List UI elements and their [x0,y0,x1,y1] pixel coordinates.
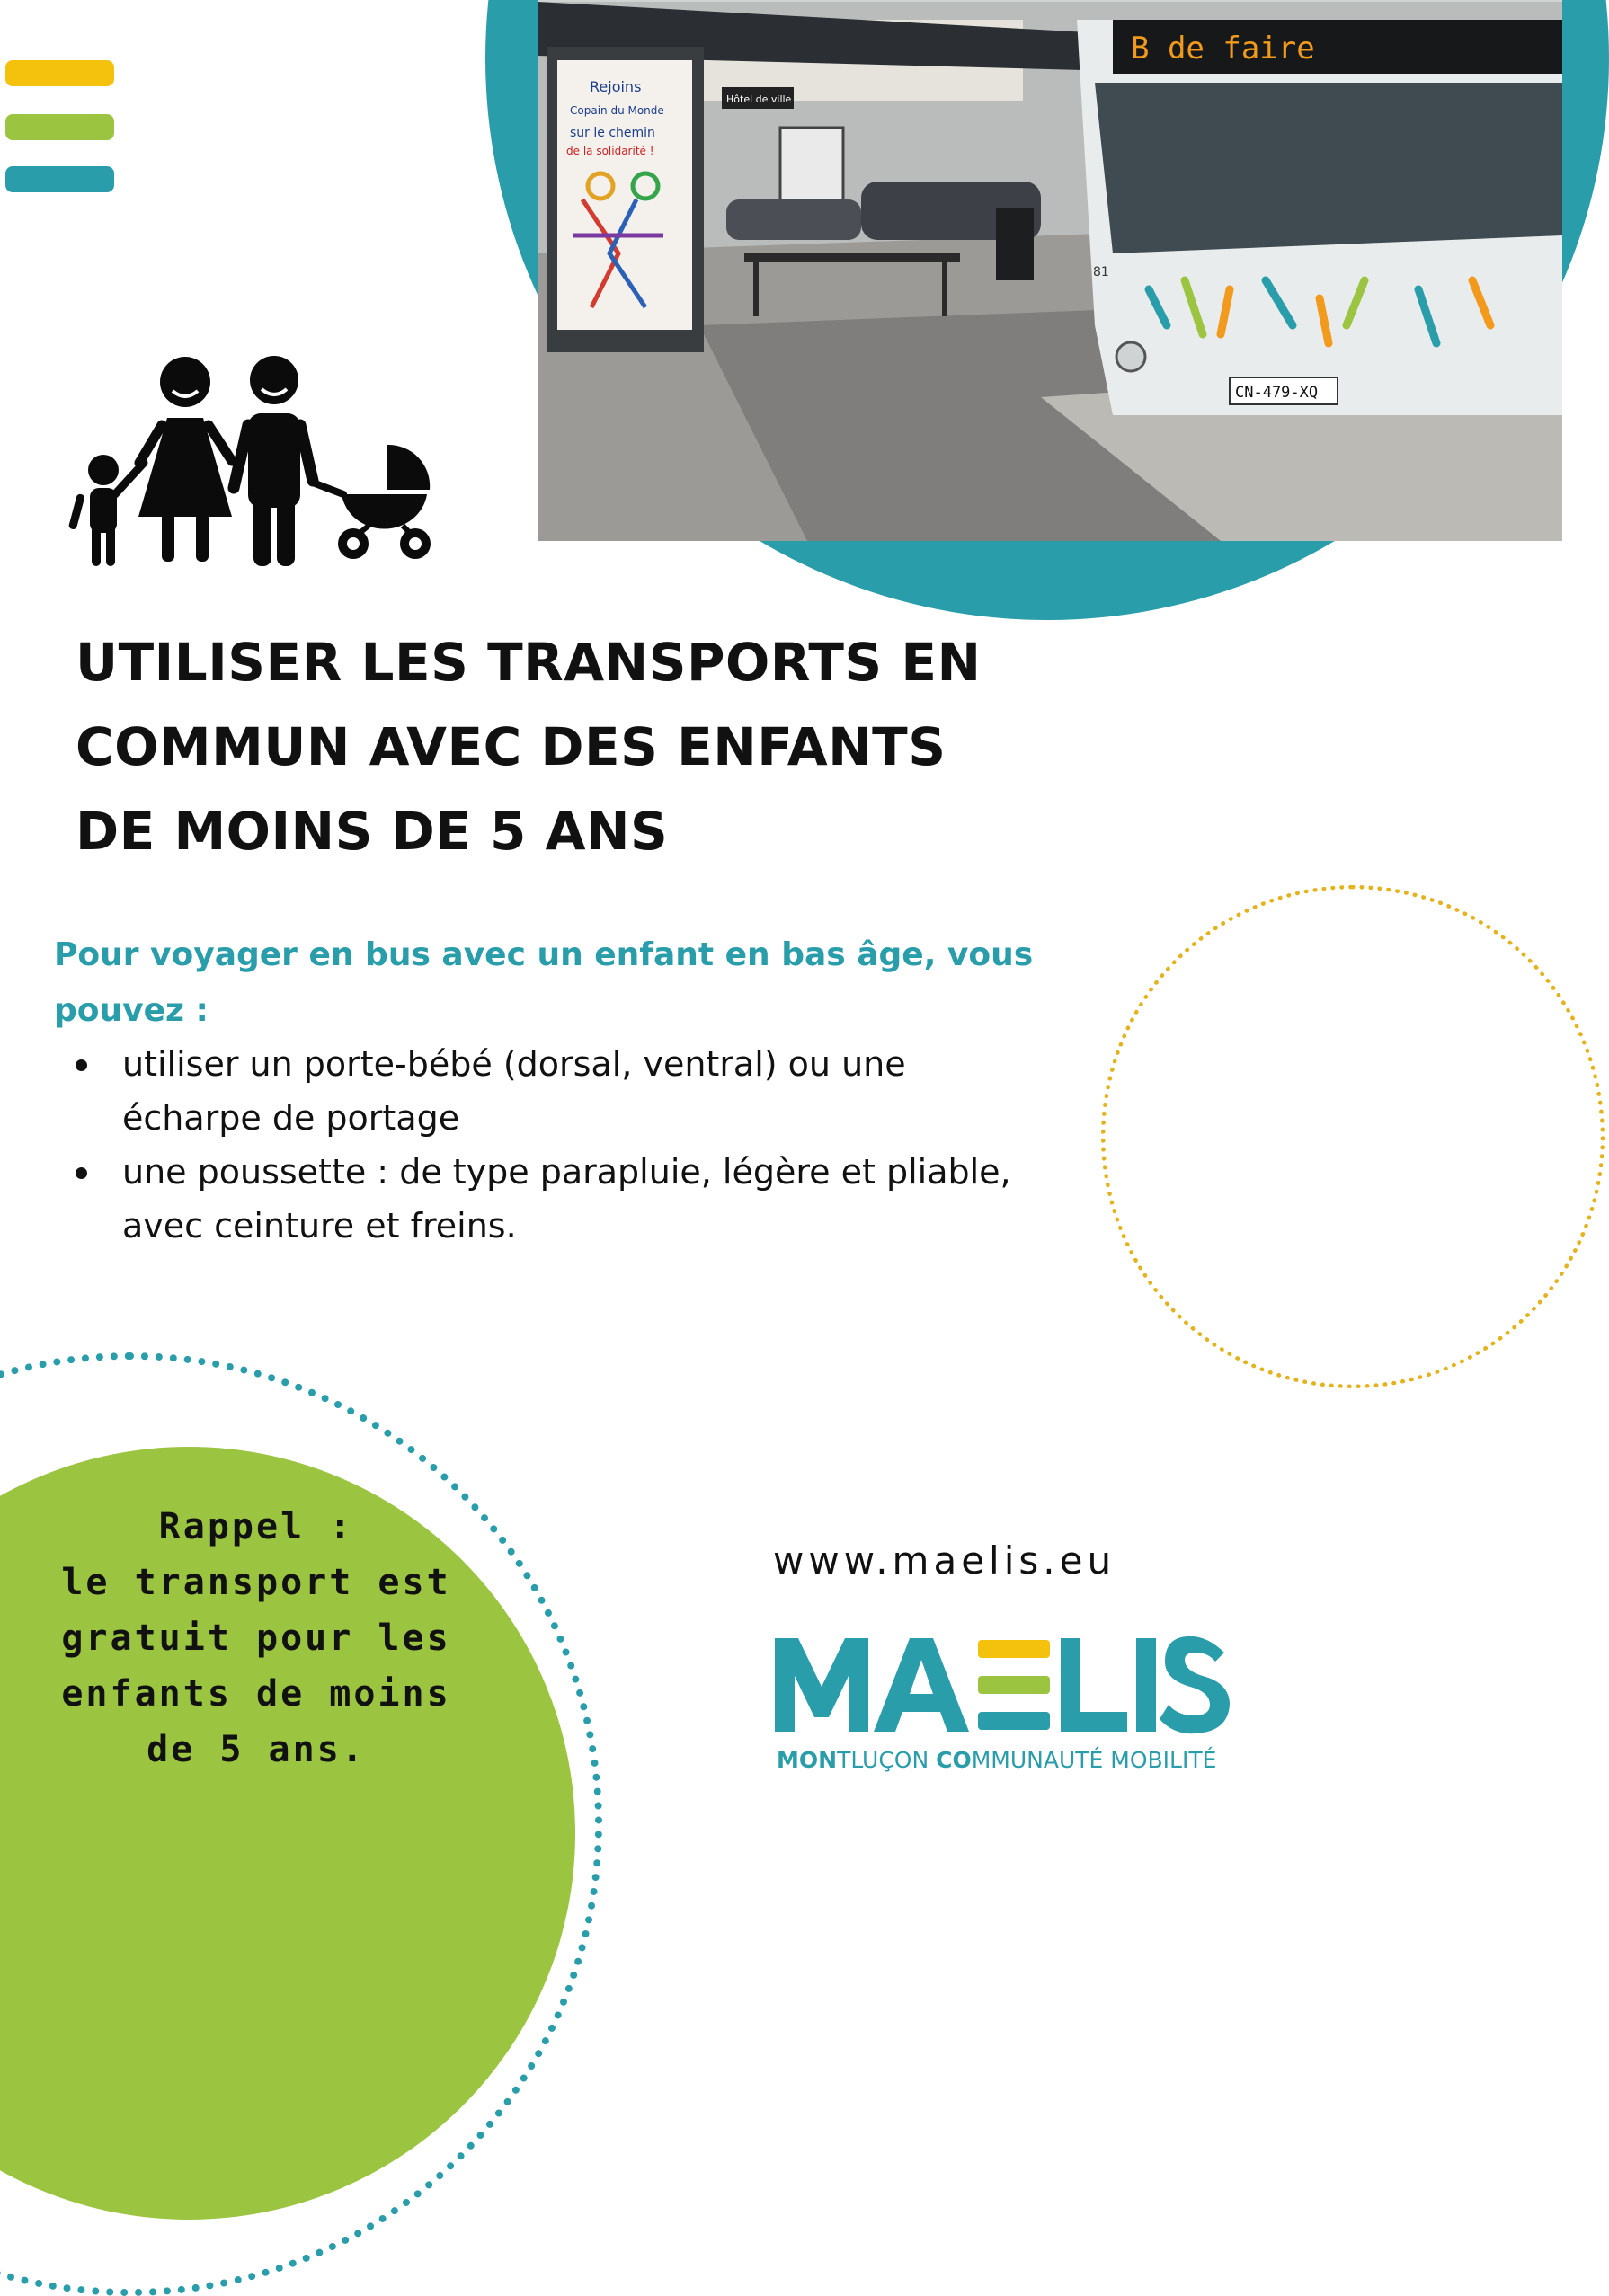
intro-text: Pour voyager en bus avec un enfant en bas âge, vous pouvez : [54,936,1034,1029]
tagline-part-4: MMUNAUTÉ MOBILITÉ [971,1747,1217,1773]
poster-text-3: sur le chemin [570,126,655,140]
bus-stop-photo [538,0,1562,541]
reminder-line: enfants de moins [61,1673,451,1715]
reminder-line: de 5 ans. [147,1729,366,1770]
family-stroller-icon [72,355,440,571]
menu-bar-teal [5,166,114,192]
menu-bar-yellow [5,60,114,86]
poster-text-2: Copain du Monde [570,104,664,117]
menu-bar-green [5,114,114,140]
title-line: COMMUN AVEC DES ENFANTS [76,716,947,777]
stop-sign-text: Hôtel de ville [726,93,792,105]
tagline-bold-2: CO [936,1747,972,1773]
photo-ring [485,0,1609,620]
tagline-bold-1: MON [777,1747,838,1773]
list-item [72,1037,1016,1145]
website-link[interactable]: www.maelis.eu [773,1538,1116,1582]
bus-plate: CN-479-XQ [1235,384,1319,402]
reminder-text [36,1499,476,1777]
reminder-line: gratuit pour les [61,1618,451,1659]
maelis-logo [775,1631,1233,1739]
poster-text-1: Rejoins [590,78,642,95]
poster-text-4: de la solidarité ! [566,145,654,157]
title-line: DE MOINS DE 5 ANS [76,801,669,862]
bullet-dot-icon [76,1167,87,1179]
bullet-list [72,1037,1016,1253]
bus-display-text: B de faire [1131,31,1315,66]
list-item [72,1145,1016,1253]
logo-tagline [777,1747,1226,1773]
bullet-dot-icon [76,1059,87,1071]
bus-number: 81 [1093,265,1109,279]
title-line: UTILISER LES TRANSPORTS EN [76,632,982,693]
reminder-line: Rappel : [158,1506,354,1547]
tagline-part-2: TLUÇON [837,1747,937,1773]
list-item-text: une poussette : de type parapluie, légère et pliable, avec ceinture et freins. [122,1152,1011,1246]
page-title [76,620,1019,873]
reminder-line: le transport est [61,1562,451,1603]
dotted-circle-yellow [1101,885,1605,1388]
list-item-text: utiliser un porte-bébé (dorsal, ventral) ou une écharpe de portage [122,1044,906,1138]
